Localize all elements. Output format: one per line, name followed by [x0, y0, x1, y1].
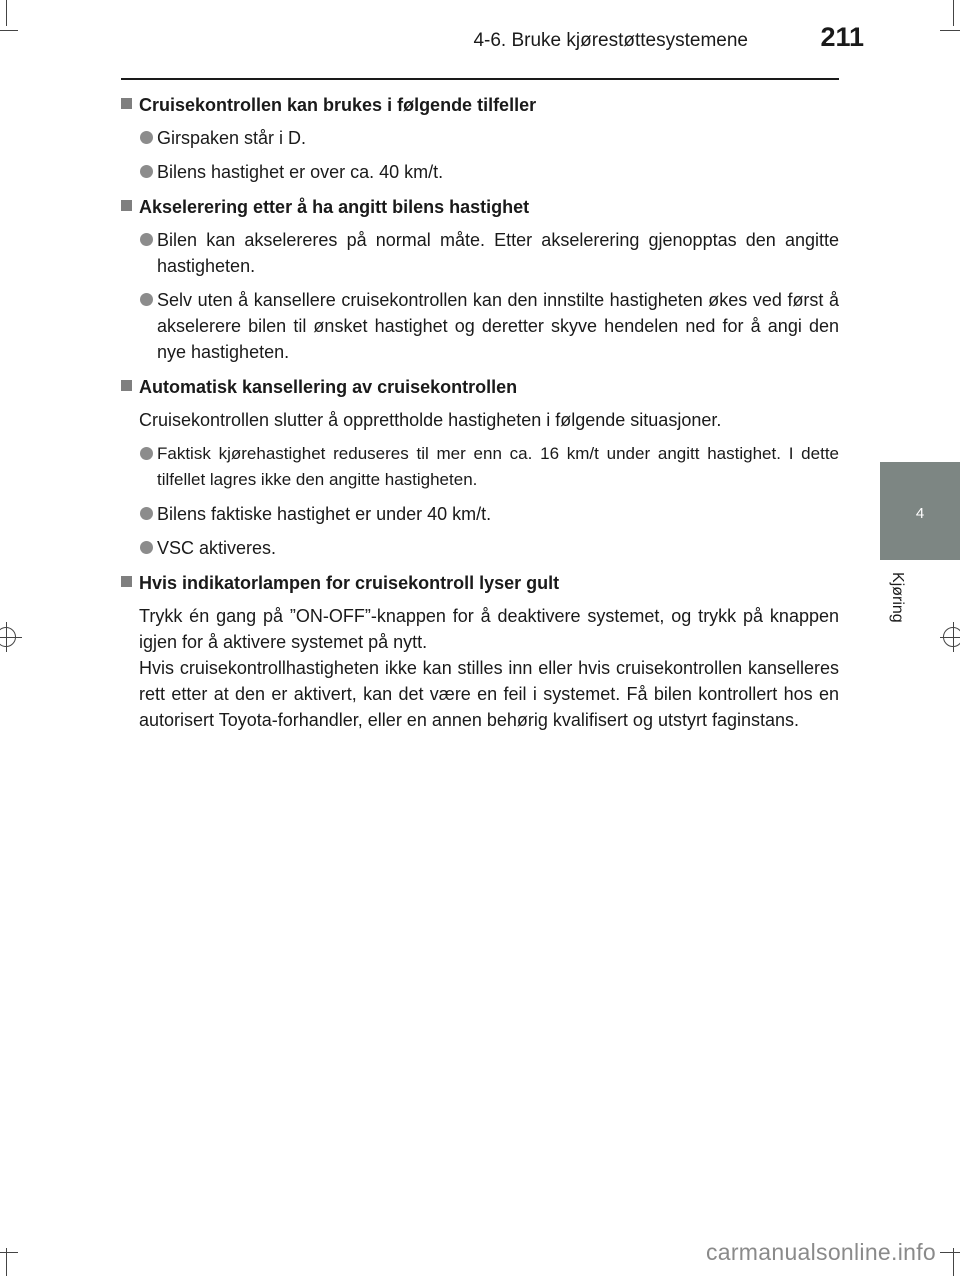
circle-bullet-icon [140, 507, 153, 520]
header-rule [121, 78, 839, 80]
watermark: carmanualsonline.info [705, 1239, 936, 1265]
square-bullet-icon [121, 380, 132, 391]
section-indicator-yellow [121, 570, 839, 733]
chapter-number: 4 [915, 505, 925, 522]
section-intro: Cruisekontrollen slutter å opprettholde hastigheten i følgende situasjoner. [139, 410, 722, 430]
chapter-label-container [884, 572, 908, 652]
list-item: Faktisk kjørehastighet reduseres til mer enn ca. 16 km/t under angitt hastighet. I dette tilfellet lagres ikke den angitte hastigheten. [121, 441, 839, 493]
circle-bullet-icon [140, 293, 153, 306]
list-item: Bilen kan akselereres på normal måte. Etter akselerering gjenopptas den angitte hastigheten. [121, 227, 839, 279]
chapter-tab [880, 462, 960, 560]
circle-bullet-icon [140, 447, 153, 460]
section-heading: Hvis indikatorlampen for cruisekontroll lyser gult [121, 570, 839, 596]
section-title: 4-6. Bruke kjørestøttesystemene [473, 30, 748, 51]
square-bullet-icon [121, 200, 132, 211]
list-item: Bilens hastighet er over ca. 40 km/t. [121, 159, 839, 185]
list-item: VSC aktiveres. [121, 535, 839, 561]
section-heading: Automatisk kansellering av cruisekontrollen [121, 374, 839, 400]
page-header [0, 22, 880, 58]
chapter-label: Kjøring [889, 572, 906, 623]
circle-bullet-icon [140, 541, 153, 554]
circle-bullet-icon [140, 165, 153, 178]
section-heading: Cruisekontrollen kan brukes i følgende tilfeller [121, 92, 839, 118]
square-bullet-icon [121, 576, 132, 587]
section-auto-cancel [121, 374, 839, 561]
square-bullet-icon [121, 98, 132, 109]
section-cruise-usable [121, 92, 839, 185]
list-item: Bilens faktiske hastighet er under 40 km/t. [121, 501, 839, 527]
section-heading: Akselerering etter å ha angitt bilens hastighet [121, 194, 839, 220]
section-acceleration [121, 194, 839, 365]
circle-bullet-icon [140, 131, 153, 144]
list-item: Selv uten å kansellere cruisekontrollen kan den innstilte hastigheten økes ved først å akselerere bilen til ønsket hastighet og deretter skyve hendelen ned for å angi den nye hastigheten. [121, 287, 839, 365]
paragraph: Trykk én gang på ”ON-OFF”-knappen for å deaktivere systemet, og trykk på knappen igjen for å aktivere systemet på nytt. [139, 606, 839, 652]
page-number: 211 [820, 22, 864, 52]
circle-bullet-icon [140, 233, 153, 246]
paragraph: Hvis cruisekontrollhastigheten ikke kan stilles inn eller hvis cruisekontrollen kanselleres rett etter at den er aktivert, kan det være en feil i systemet. Få bilen kontrollert hos en autorisert Toyota-forhandler, eller en annen behørig kvalifisert og utstyrt faginstans. [139, 658, 839, 730]
list-item: Girspaken står i D. [121, 125, 839, 151]
page-content [121, 92, 839, 742]
